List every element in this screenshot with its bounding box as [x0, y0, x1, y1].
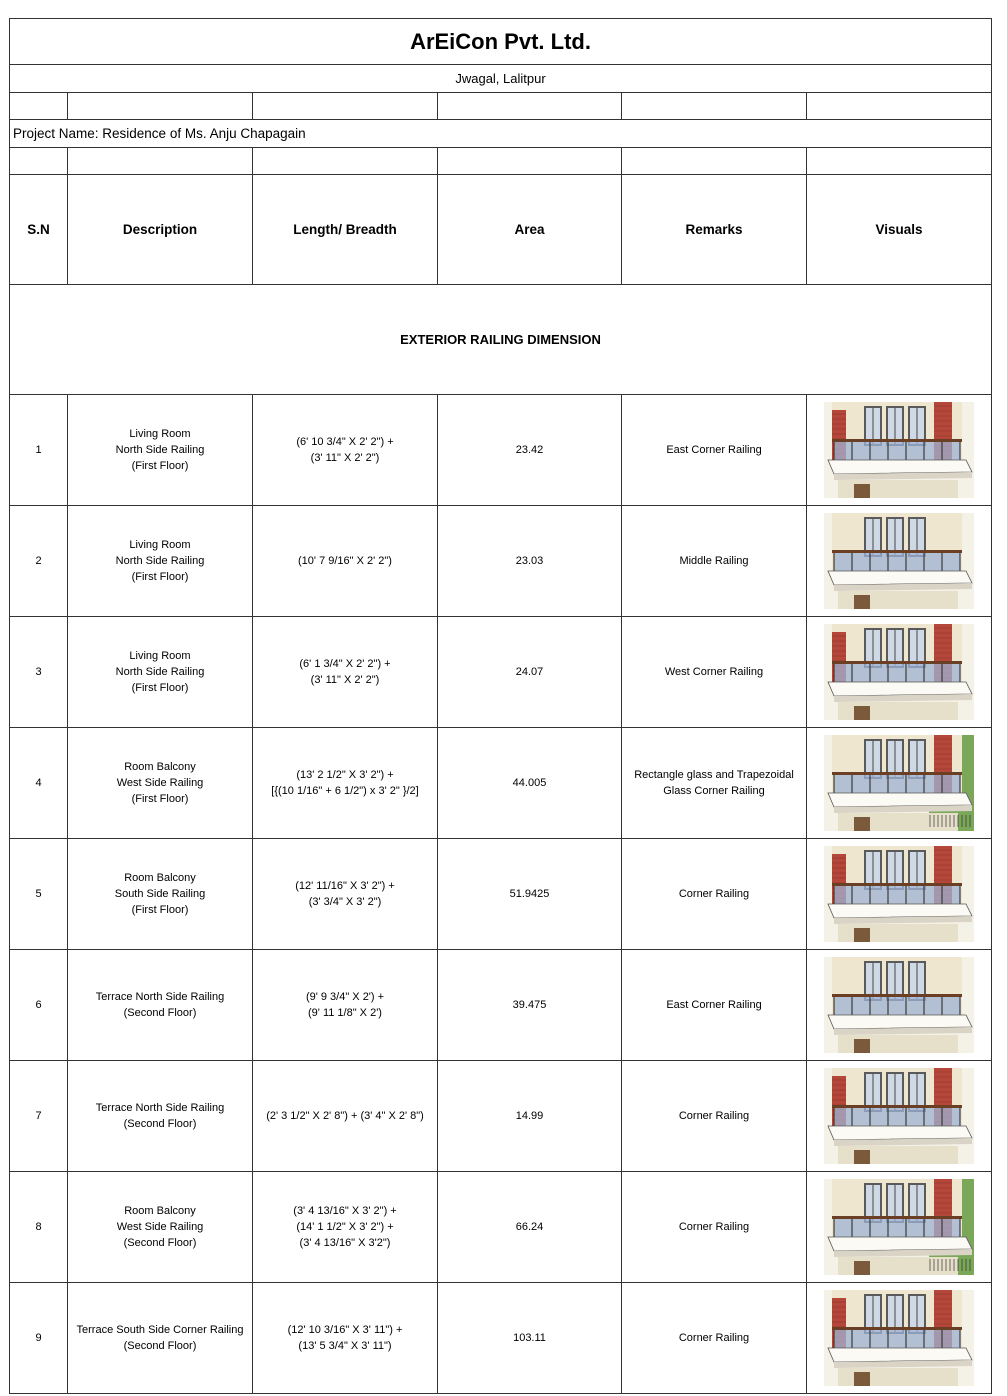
remarks-line: Glass Corner Railing [663, 785, 765, 797]
row-visual [807, 395, 992, 506]
dimension-line: (9' 11 1/8" X 2') [308, 1007, 382, 1019]
row-remarks [622, 1061, 807, 1172]
description-line: (Second Floor) [123, 1118, 197, 1130]
description-line: South Side Railing [114, 888, 206, 900]
description-line: Terrace North Side Railing [95, 991, 225, 1003]
table-row [10, 1061, 992, 1172]
header-length-breadth: Length/ Breadth [253, 175, 438, 285]
row-area: 23.42 [438, 395, 622, 506]
header-area: Area [438, 175, 622, 285]
description-line: Terrace North Side Railing [95, 1102, 225, 1114]
row-description [68, 1061, 253, 1172]
railing-visual [824, 402, 974, 498]
table-row [10, 1283, 992, 1394]
table-row [10, 395, 992, 506]
row-sn: 5 [10, 839, 68, 950]
table-row [10, 617, 992, 728]
description-line: Room Balcony [124, 1205, 196, 1217]
description-line: (First Floor) [131, 793, 189, 805]
row-area: 24.07 [438, 617, 622, 728]
project-name: Project Name: Residence of Ms. Anju Chapagain [10, 120, 992, 148]
remarks-line: East Corner Railing [666, 999, 762, 1011]
railing-visual [824, 513, 974, 609]
row-visual [807, 617, 992, 728]
blank-row [10, 148, 992, 175]
dimension-line: (13' 2 1/2" X 3' 2") + [296, 769, 394, 781]
dimension-line: (14' 1 1/2" X 3' 2") + [296, 1221, 394, 1233]
description-line: West Side Railing [116, 777, 204, 789]
row-visual [807, 506, 992, 617]
company-name: ArEiCon Pvt. Ltd. [10, 19, 992, 65]
row-visual [807, 728, 992, 839]
remarks-line: Middle Railing [679, 555, 749, 567]
description-line: (First Floor) [131, 682, 189, 694]
row-visual [807, 839, 992, 950]
row-description [68, 728, 253, 839]
row-area: 103.11 [438, 1283, 622, 1394]
row-sn: 2 [10, 506, 68, 617]
railing-visual [824, 1290, 974, 1386]
description-line: North Side Railing [115, 666, 205, 678]
row-length-breadth [253, 395, 438, 506]
dimension-line: (6' 10 3/4" X 2' 2") + [296, 436, 394, 448]
row-length-breadth [253, 1283, 438, 1394]
row-sn: 6 [10, 950, 68, 1061]
header-visuals: Visuals [807, 175, 992, 285]
dimension-line: (3' 11" X 2' 2") [310, 674, 380, 686]
company-address: Jwagal, Lalitpur [10, 65, 992, 93]
dimension-line: (12' 10 3/16" X 3' 11") + [287, 1324, 403, 1336]
row-area: 14.99 [438, 1061, 622, 1172]
description-line: Terrace South Side Corner Railing [76, 1324, 244, 1336]
row-area: 51.9425 [438, 839, 622, 950]
railing-table [9, 18, 992, 1394]
row-sn: 4 [10, 728, 68, 839]
row-length-breadth [253, 617, 438, 728]
header-remarks: Remarks [622, 175, 807, 285]
dimension-line: [{(10 1/16" + 6 1/2") x 3' 2" }/2] [271, 785, 419, 797]
row-length-breadth [253, 1061, 438, 1172]
description-line: (First Floor) [131, 571, 189, 583]
dimension-line: (3' 11" X 2' 2") [310, 452, 380, 464]
row-description [68, 1172, 253, 1283]
row-length-breadth [253, 839, 438, 950]
dimension-line: (12' 11/16" X 3' 2") + [295, 880, 395, 892]
railing-visual [824, 624, 974, 720]
row-length-breadth [253, 728, 438, 839]
row-description [68, 506, 253, 617]
table-row [10, 506, 992, 617]
header-description: Description [68, 175, 253, 285]
railing-visual [824, 957, 974, 1053]
row-remarks [622, 839, 807, 950]
row-remarks [622, 1283, 807, 1394]
row-area: 44.005 [438, 728, 622, 839]
remarks-line: Corner Railing [678, 1332, 750, 1344]
description-line: (Second Floor) [123, 1237, 197, 1249]
row-visual [807, 1283, 992, 1394]
description-line: Living Room [129, 650, 191, 662]
railing-visual [824, 846, 974, 942]
row-description [68, 1283, 253, 1394]
row-remarks [622, 728, 807, 839]
row-sn: 1 [10, 395, 68, 506]
row-description [68, 950, 253, 1061]
remarks-line: West Corner Railing [664, 666, 764, 678]
row-remarks [622, 395, 807, 506]
description-line: (Second Floor) [123, 1007, 197, 1019]
railing-visual [824, 1068, 974, 1164]
remarks-line: Corner Railing [678, 888, 750, 900]
row-description [68, 395, 253, 506]
remarks-line: East Corner Railing [666, 444, 762, 456]
description-line: (First Floor) [131, 904, 189, 916]
remarks-line: Corner Railing [678, 1221, 750, 1233]
description-line: (Second Floor) [123, 1340, 197, 1352]
description-line: North Side Railing [115, 444, 205, 456]
dimension-line: (9' 9 3/4" X 2') + [305, 991, 385, 1003]
row-sn: 3 [10, 617, 68, 728]
row-area: 66.24 [438, 1172, 622, 1283]
dimension-line: (3' 4 13/16" X 3' 2") + [293, 1205, 397, 1217]
description-line: (First Floor) [131, 460, 189, 472]
table-row [10, 950, 992, 1061]
railing-visual [824, 735, 974, 831]
row-visual [807, 1061, 992, 1172]
row-sn: 9 [10, 1283, 68, 1394]
row-area: 39.475 [438, 950, 622, 1061]
description-line: Living Room [129, 428, 191, 440]
row-sn: 7 [10, 1061, 68, 1172]
dimension-line: (3' 3/4" X 3' 2") [308, 896, 382, 908]
row-length-breadth [253, 506, 438, 617]
row-remarks [622, 1172, 807, 1283]
description-line: West Side Railing [116, 1221, 204, 1233]
row-remarks [622, 506, 807, 617]
dimension-line: (10' 7 9/16" X 2' 2") [298, 555, 392, 567]
table-row [10, 728, 992, 839]
remarks-line: Corner Railing [678, 1110, 750, 1122]
row-description [68, 839, 253, 950]
table-row [10, 839, 992, 950]
row-visual [807, 1172, 992, 1283]
blank-row [10, 93, 992, 120]
row-remarks [622, 950, 807, 1061]
row-description [68, 617, 253, 728]
row-length-breadth [253, 1172, 438, 1283]
railing-visual [824, 1179, 974, 1275]
description-line: Room Balcony [124, 872, 196, 884]
dimension-line: (3' 4 13/16" X 3'2") [299, 1237, 391, 1249]
header-sn: S.N [10, 175, 68, 285]
row-sn: 8 [10, 1172, 68, 1283]
table-row [10, 1172, 992, 1283]
description-line: Living Room [129, 539, 191, 551]
row-remarks [622, 617, 807, 728]
dimension-line: (2' 3 1/2" X 2' 8") + (3' 4" X 2' 8") [266, 1110, 424, 1122]
dimension-line: (13' 5 3/4" X 3' 11") [298, 1340, 392, 1352]
column-header-row [10, 175, 992, 285]
row-visual [807, 950, 992, 1061]
row-area: 23.03 [438, 506, 622, 617]
description-line: North Side Railing [115, 555, 205, 567]
remarks-line: Rectangle glass and Trapezoidal [634, 769, 794, 781]
dimension-line: (6' 1 3/4" X 2' 2") + [299, 658, 391, 670]
description-line: Room Balcony [124, 761, 196, 773]
section-title: EXTERIOR RAILING DIMENSION [10, 285, 992, 395]
row-length-breadth [253, 950, 438, 1061]
